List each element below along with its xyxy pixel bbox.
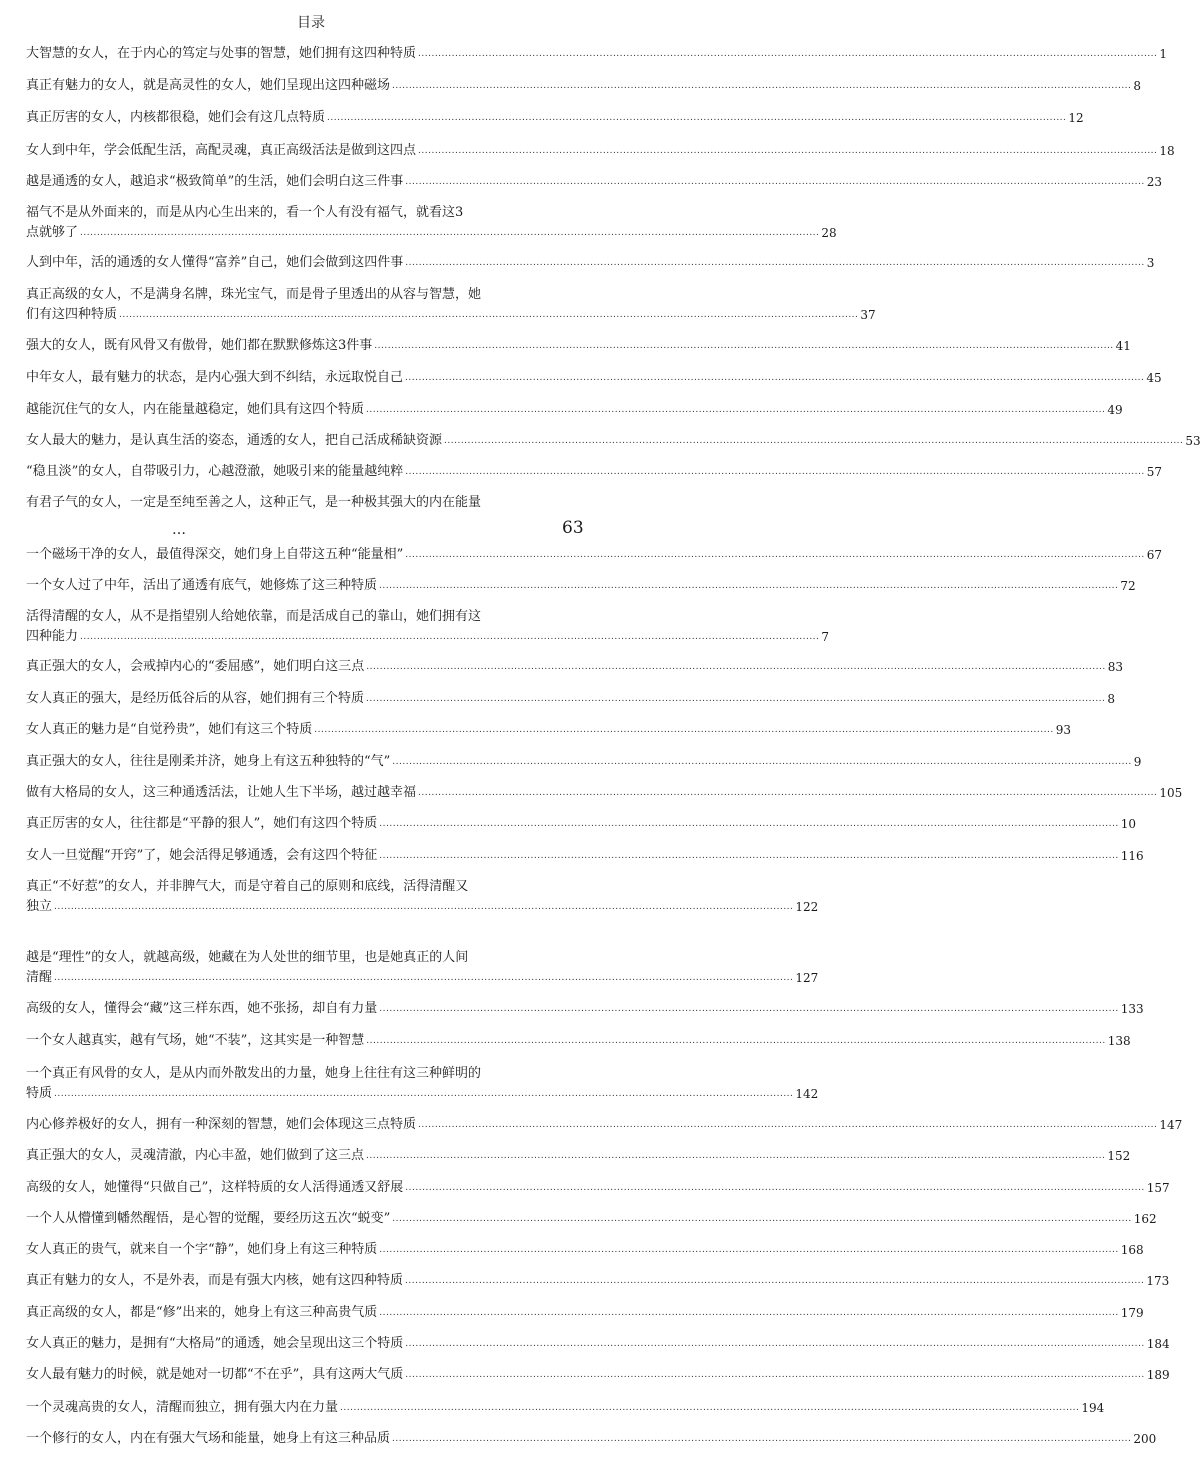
toc-page-number: 41 [1115,339,1131,353]
toc-entry-title: “稳且淡”的女人，自带吸引力，心越澄澈，她吸引来的能量越纯粹 [26,464,404,479]
toc-leader-dots: ............................................................................................................................................................................................................................ [392,81,1132,91]
toc-leader-dots: ............................................................................................................................................................................................................................ [379,819,1119,829]
toc-page-number: 3 [1146,256,1155,270]
toc-leader-dots: ............................................................................................................................................................................................................................ [379,1245,1119,1255]
toc-page-number: 194 [1081,1401,1105,1415]
toc-entry[interactable] [26,1146,1131,1166]
toc-ellipsis: … [172,522,186,538]
toc-entry-title-line2: 特质 [26,1086,53,1101]
toc-page-number: 8 [1107,692,1116,706]
toc-page-number: 67 [1146,548,1162,562]
toc-page-number: 53 [1185,434,1201,448]
toc-page-number: 72 [1120,579,1136,593]
toc-entry[interactable] [26,1271,1170,1291]
toc-entry[interactable] [26,948,819,988]
toc-page-number: 127 [795,971,819,985]
toc-leader-dots: ............................................................................................................................................................................................................................ [392,1214,1132,1224]
toc-entry[interactable] [26,336,1131,356]
toc-entry[interactable] [26,1303,1144,1323]
toc-leader-dots: ............................................................................................................................................................................................................................ [418,146,1158,156]
toc-entry-title: 一个灵魂高贵的女人，清醒而独立，拥有强大内在力量 [26,1400,339,1415]
toc-leader-dots: ............................................................................................................................................................................................................................ [379,1004,1119,1014]
toc-entry[interactable] [26,285,876,325]
toc-entry[interactable] [26,1429,1157,1449]
toc-entry-title: 做有大格局的女人，这三种通透活法，让她人生下半场，越过越幸福 [26,785,417,800]
toc-page-number: 37 [860,308,876,322]
toc-entry-title: 真正强大的女人，往往是刚柔并济，她身上有这五种独特的“气” [26,754,391,769]
toc-leader-dots: ............................................................................................................................................................................................................................ [405,1276,1145,1286]
toc-entry-title-line2: 四种能力 [26,629,79,644]
toc-page-number: 184 [1146,1337,1170,1351]
toc-entry-title: 人到中年，活的通透的女人懂得“富养”自己，她们会做到这四件事 [26,255,404,270]
toc-entry-title: 女人真正的魅力是“自觉矜贵”，她们有这三个特质 [26,722,313,737]
toc-entry[interactable] [26,1398,1105,1418]
toc-leader-dots: ............................................................................................................................................................................................................................ [379,851,1119,861]
toc-page-number: 49 [1107,403,1123,417]
toc-entry-title-line1: 一个真正有风骨的女人，是从内而外散发出的力量，她身上往往有这三种鲜明的 [26,1066,482,1081]
toc-entry[interactable] [26,814,1136,834]
toc-leader-dots: ............................................................................................................................................................................................................................ [327,113,1067,123]
toc-entry-title: 女人真正的魅力，是拥有“大格局”的通透，她会呈现出这三个特质 [26,1336,404,1351]
toc-leader-dots: ............................................................................................................................................................................................................................ [418,1120,1158,1130]
toc-entry[interactable] [26,576,1136,596]
toc-entry-title: 内心修养极好的女人，拥有一种深刻的智慧，她们会体现这三点特质 [26,1117,417,1132]
toc-entry[interactable] [26,493,582,513]
toc-entry-title: 女人真正的贵气，就来自一个字“静”，她们身上有这三种特质 [26,1242,378,1257]
toc-entry-title-line1: 真正高级的女人，不是满身名牌，珠光宝气，而是骨子里透出的从容与智慧，她 [26,287,482,302]
toc-page-number: 142 [795,1087,819,1101]
toc-entry-title: 真正高级的女人，都是“修”出来的，她身上有这三种高贵气质 [26,1305,378,1320]
toc-entry-title-line1: 真正“不好惹”的女人，并非脾气大，而是守着自己的原则和底线，活得清醒又 [26,879,469,894]
toc-entry[interactable] [26,44,1168,64]
toc-page-number: 93 [1055,723,1071,737]
toc-leader-dots: ............................................................................................................................................................................................................................ [54,902,794,912]
toc-leader-dots: ............................................................................................................................................................................................................................ [314,725,1054,735]
toc-entry-title: 有君子气的女人，一定是至纯至善之人，这种正气，是一种极其强大的内在能量 [26,495,482,510]
toc-page-number: 23 [1146,175,1162,189]
toc-leader-dots: ............................................................................................................................................................................................................................ [405,467,1145,477]
toc-leader-dots: ............................................................................................................................................................................................................................ [405,373,1145,383]
toc-entry[interactable] [26,846,1144,866]
toc-entry[interactable] [26,1240,1144,1260]
toc-page-number: 18 [1159,144,1175,158]
toc-entry[interactable] [26,752,1142,772]
toc-entry-title: 高级的女人，懂得会“藏”这三样东西，她不张扬，却自有力量 [26,1001,378,1016]
toc-entry-title: 越是通透的女人，越追求“极致简单”的生活，她们会明白这三件事 [26,174,404,189]
toc-entry[interactable] [26,545,1162,565]
toc-entry-title-line1: 福气不是从外面来的，而是从内心生出来的，看一个人有没有福气，就看这3 [26,205,464,220]
toc-leader-dots: ............................................................................................................................................................................................................................ [80,228,820,238]
toc-leader-dots: ............................................................................................................................................................................................................................ [366,694,1106,704]
toc-entry-title: 女人一旦觉醒“开窍”了，她会活得足够通透，会有这四个特征 [26,848,378,863]
toc-entry[interactable] [26,141,1175,161]
toc-leader-dots: ............................................................................................................................................................................................................................ [418,49,1158,59]
toc-page-number: 147 [1159,1118,1183,1132]
toc-entry[interactable] [26,689,1116,709]
toc-page-number: 1 [1159,47,1168,61]
toc-entry-title-line2: 们有这四种特质 [26,307,118,322]
toc-entry[interactable] [26,1209,1157,1229]
toc-leader-dots: ............................................................................................................................................................................................................................ [379,581,1119,591]
toc-entry-title-line1: 活得清醒的女人，从不是指望别人给她依靠，而是活成自己的靠山，她们拥有这 [26,609,482,624]
toc-entry[interactable] [26,783,1183,803]
toc-page-number: 152 [1107,1149,1131,1163]
toc-leader-dots: ............................................................................................................................................................................................................................ [366,662,1106,672]
toc-page-number: 133 [1120,1002,1144,1016]
toc-entry[interactable] [26,720,1071,740]
toc-entry[interactable] [26,400,1123,420]
toc-entry[interactable] [26,877,819,917]
toc-entry-title: 大智慧的女人，在于内心的笃定与处事的智慧，她们拥有这四种特质 [26,46,417,61]
toc-entry-title: 女人到中年，学会低配生活，高配灵魂，真正高级活法是做到这四点 [26,143,417,158]
toc-page-number: 162 [1133,1212,1157,1226]
toc-leader-dots: ............................................................................................................................................................................................................................ [366,405,1106,415]
toc-entry-title: 强大的女人，既有风骨又有傲骨，她们都在默默修炼这3件事 [26,338,373,353]
toc-leader-dots: ............................................................................................................................................................................................................................ [405,177,1145,187]
toc-leader-dots: ............................................................................................................................................................................................................................ [374,341,1114,351]
toc-entry-title: 女人最有魅力的时候，就是她对一切都“不在乎”，具有这两大气质 [26,1367,404,1382]
toc-entry-title: 女人最大的魅力，是认真生活的姿态，通透的女人，把自己活成稀缺资源 [26,433,443,448]
toc-entry[interactable] [26,368,1162,388]
toc-page-number: 116 [1120,849,1144,863]
toc-entry[interactable] [26,253,1155,273]
toc-entry[interactable] [26,1115,1183,1135]
toc-page-number: 179 [1120,1306,1144,1320]
toc-leader-dots: ............................................................................................................................................................................................................................ [366,1151,1106,1161]
toc-leader-dots: ............................................................................................................................................................................................................................ [392,1434,1132,1444]
toc-entry-title: 真正有魅力的女人，不是外表，而是有强大内核，她有这四种特质 [26,1273,404,1288]
toc-entry-title: 真正有魅力的女人，就是高灵性的女人，她们呈现出这四种磁场 [26,78,391,93]
toc-entry[interactable] [26,172,1162,192]
toc-page-number: 122 [795,900,819,914]
toc-entry[interactable] [26,1178,1170,1198]
toc-leader-dots: ............................................................................................................................................................................................................................ [405,550,1145,560]
toc-page-number: 28 [821,226,837,240]
toc-leader-dots: ............................................................................................................................................................................................................................ [392,757,1132,767]
toc-entry-title: 一个女人过了中年，活出了通透有底气，她修炼了这三种特质 [26,578,378,593]
toc-leader-dots: ............................................................................................................................................................................................................................ [405,258,1145,268]
toc-page-number: 9 [1133,755,1142,769]
toc-entry-title: 一个女人越真实，越有气场，她“不装”，这其实是一种智慧 [26,1033,365,1048]
toc-page-number: 83 [1107,660,1123,674]
toc-detached-page-number: 63 [562,518,584,538]
toc-leader-dots: ............................................................................................................................................................................................................................ [54,973,794,983]
toc-leader-dots: ............................................................................................................................................................................................................................ [366,1036,1106,1046]
toc-entry-title: 真正厉害的女人，往往都是“平静的狠人”，她们有这四个特质 [26,816,378,831]
toc-entry-title: 女人真正的强大，是经历低谷后的从容，她们拥有三个特质 [26,691,365,706]
toc-page-number: 138 [1107,1034,1131,1048]
toc-leader-dots: ............................................................................................................................................................................................................................ [54,1089,794,1099]
toc-entry[interactable] [26,999,1144,1019]
toc-entry-title: 一个修行的女人，内在有强大气场和能量，她身上有这三种品质 [26,1431,391,1446]
toc-title: 目录 [297,15,325,31]
toc-entry-title: 越能沉住气的女人，内在能量越稳定，她们具有这四个特质 [26,402,365,417]
toc-entry[interactable] [26,108,1084,128]
toc-entry[interactable] [26,1031,1131,1051]
toc-entry-title: 高级的女人，她懂得“只做自己”，这样特质的女人活得通透又舒展 [26,1180,404,1195]
toc-entry[interactable] [26,657,1123,677]
toc-entry-title: 真正厉害的女人，内核都很稳，她们会有这几点特质 [26,110,326,125]
toc-page-number: 157 [1146,1181,1170,1195]
toc-entry-title-line2: 点就够了 [26,225,79,240]
toc-page-number: 189 [1146,1368,1170,1382]
toc-leader-dots: ............................................................................................................................................................................................................................ [80,632,820,642]
toc-page-number: 173 [1146,1274,1170,1288]
toc-page-number: 105 [1159,786,1183,800]
toc-entry-title: 一个人从懵懂到幡然醒悟，是心智的觉醒，要经历这五次“蜕变” [26,1211,391,1226]
toc-page-number: 12 [1068,111,1084,125]
toc-entry-title: 中年女人，最有魅力的状态，是内心强大到不纠结，永远取悦自己 [26,370,404,385]
toc-entry-title-line1: 越是“理性”的女人，就越高级，她藏在为人处世的细节里，也是她真正的人间 [26,950,469,965]
toc-leader-dots: ............................................................................................................................................................................................................................ [379,1308,1119,1318]
toc-entry[interactable] [26,203,837,243]
toc-leader-dots: ............................................................................................................................................................................................................................ [405,1183,1145,1193]
toc-page-number: 45 [1146,371,1162,385]
toc-leader-dots: ............................................................................................................................................................................................................................ [405,1339,1145,1349]
toc-entry[interactable] [26,462,1162,482]
toc-leader-dots: ............................................................................................................................................................................................................................ [405,1370,1145,1380]
toc-entry[interactable] [26,1365,1170,1385]
toc-leader-dots: ............................................................................................................................................................................................................................ [418,788,1158,798]
toc-entry[interactable] [26,1334,1170,1354]
toc-page-number: 168 [1120,1243,1144,1257]
toc-page-number: 8 [1133,79,1142,93]
toc-entry[interactable] [26,1064,819,1104]
toc-entry-title: 一个磁场干净的女人，最值得深交，她们身上自带这五种“能量相” [26,547,404,562]
toc-page-number: 200 [1133,1432,1157,1446]
toc-leader-dots: ............................................................................................................................................................................................................................ [340,1403,1080,1413]
toc-entry-title-line2: 独立 [26,899,53,914]
toc-page-number: 7 [821,630,830,644]
toc-entry-title: 真正强大的女人，灵魂清澈，内心丰盈，她们做到了这三点 [26,1148,365,1163]
toc-page-number: 57 [1146,465,1162,479]
toc-entry[interactable] [26,607,830,647]
toc-entry-title-line2: 清醒 [26,970,53,985]
toc-entry[interactable] [26,431,1201,451]
toc-entry-title: 真正强大的女人，会戒掉内心的“委屈感”，她们明白这三点 [26,659,365,674]
toc-entry[interactable] [26,76,1142,96]
toc-leader-dots: ............................................................................................................................................................................................................................ [119,310,859,320]
toc-leader-dots: ............................................................................................................................................................................................................................ [444,436,1184,446]
toc-page-number: 10 [1120,817,1136,831]
